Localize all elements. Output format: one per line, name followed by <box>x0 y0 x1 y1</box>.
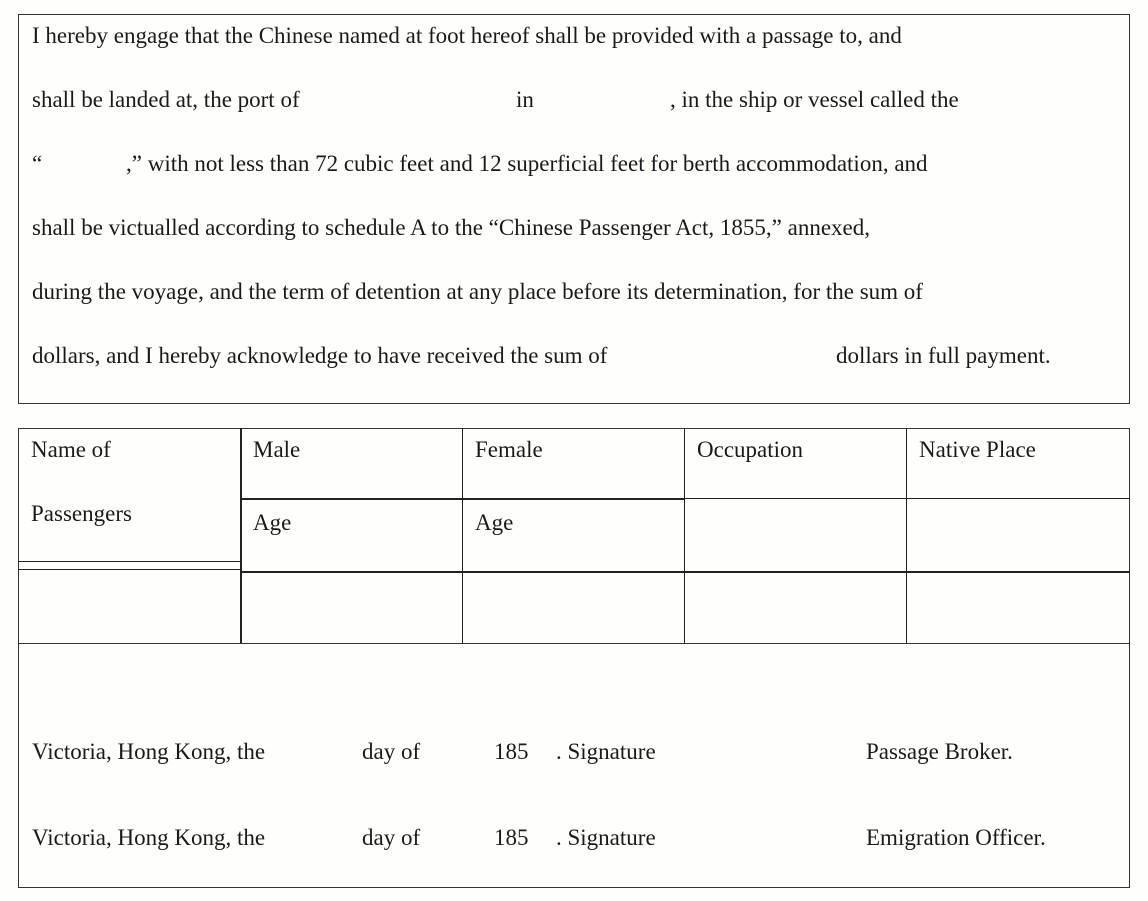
signature-2-role: Emigration Officer. <box>866 825 1046 850</box>
signature-2-year: 185 <box>494 825 529 850</box>
signature-1-signature: . Signature <box>556 739 656 764</box>
header-occupation: Occupation <box>697 437 804 462</box>
engagement-line-3b: ,” with not less than 72 cubic feet and 12 superficial feet for berth accommodation, and <box>126 151 928 176</box>
table-hline-male-female <box>240 498 685 500</box>
header-female-age: Age <box>475 510 514 535</box>
header-native-place: Native Place <box>919 437 1036 462</box>
header-passengers: Passengers <box>31 501 132 526</box>
engagement-line-4: shall be victualled according to schedule A to the “Chinese Passenger Act, 1855,” annexed, <box>32 215 870 240</box>
engagement-line-5: during the voyage, and the term of detention at any place before its determination, for the sum of <box>32 279 923 304</box>
engagement-line-3a: “ <box>32 151 43 176</box>
engagement-line-6a: dollars, and I hereby acknowledge to have received the sum of <box>32 343 608 368</box>
signature-2-signature: . Signature <box>556 825 656 850</box>
header-name-of: Name of <box>31 437 111 462</box>
header-male: Male <box>253 437 301 462</box>
table-hline-occupation-native <box>684 498 1130 499</box>
engagement-line-2b: in <box>516 87 534 112</box>
signature-1-year: 185 <box>494 739 529 764</box>
table-vline-2 <box>462 428 463 644</box>
engagement-line-6b: dollars in full payment. <box>836 343 1051 368</box>
table-vline-3 <box>684 428 685 644</box>
signature-1-role: Passage Broker. <box>866 739 1013 764</box>
header-female: Female <box>475 437 543 462</box>
engagement-line-1: I hereby engage that the Chinese named at foot hereof shall be provided with a passage to, and <box>32 23 902 48</box>
header-male-age: Age <box>253 510 292 535</box>
table-hline-row-bottom <box>240 571 1130 573</box>
table-vline-1 <box>240 428 242 644</box>
engagement-line-2c: , in the ship or vessel called the <box>670 87 959 112</box>
table-vline-4 <box>906 428 907 644</box>
signature-2-day-of: day of <box>362 825 421 850</box>
signature-1-place: Victoria, Hong Kong, the <box>32 739 266 764</box>
engagement-line-2a: shall be landed at, the port of <box>32 87 300 112</box>
signature-1-day-of: day of <box>362 739 421 764</box>
signature-2-place: Victoria, Hong Kong, the <box>32 825 266 850</box>
table-hline-name-2 <box>18 569 240 570</box>
table-hline-name-1 <box>18 561 240 562</box>
